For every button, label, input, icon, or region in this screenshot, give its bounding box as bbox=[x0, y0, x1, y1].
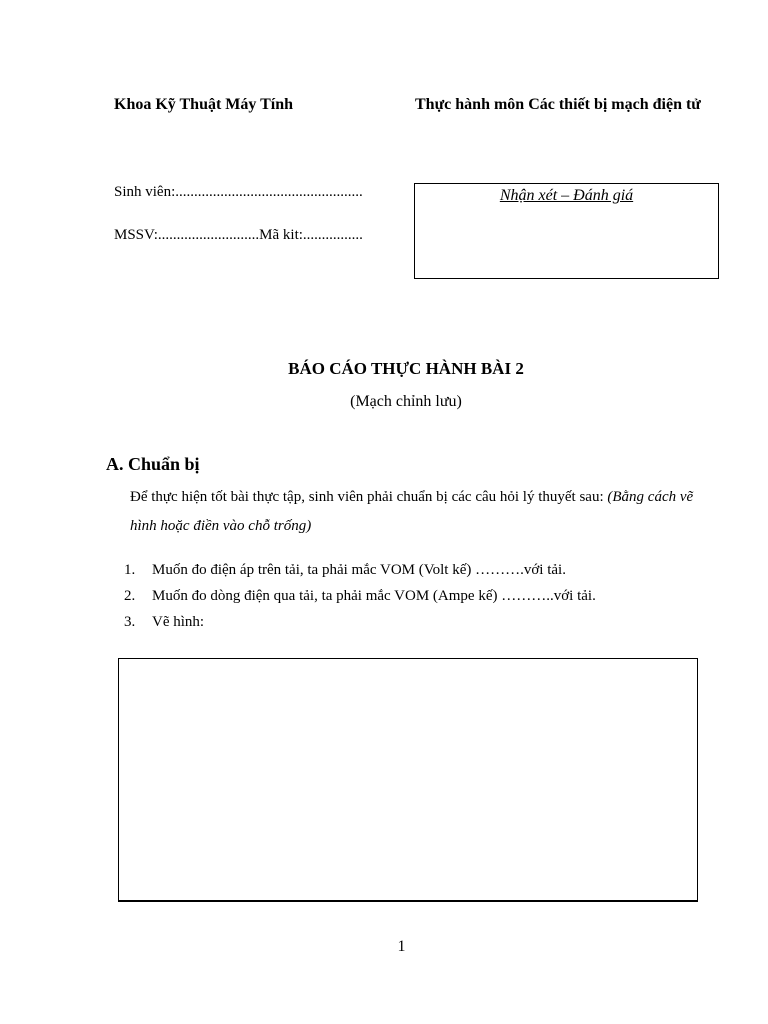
drawing-area-box bbox=[118, 658, 698, 902]
question-item bbox=[124, 609, 596, 635]
question-text: Muốn đo dòng điện qua tải, ta phải mắc VOM (Ampe kế) ………..với tải. bbox=[152, 588, 596, 604]
evaluation-box bbox=[414, 183, 719, 279]
student-name-line: Sinh viên:.................................................. bbox=[114, 184, 363, 200]
question-text: Vẽ hình: bbox=[152, 614, 205, 630]
page-number: 1 bbox=[397, 938, 406, 955]
question-text: Muốn đo điện áp trên tải, ta phải mắc VOM (Volt kế) ……….với tải. bbox=[152, 562, 566, 578]
student-id-kit-line: MSSV:...........................Mã kit:................ bbox=[114, 227, 363, 243]
question-number: 3. bbox=[124, 614, 136, 630]
section-a-intro bbox=[130, 483, 705, 541]
faculty-name: Khoa Kỹ Thuật Máy Tính bbox=[114, 96, 294, 113]
question-item bbox=[124, 583, 596, 609]
report-subtitle: (Mạch chỉnh lưu) bbox=[350, 393, 462, 410]
intro-text: Để thực hiện tốt bài thực tập, sinh viên phải chuẩn bị các câu hỏi lý thuyết sau: bbox=[130, 489, 608, 505]
question-number: 1. bbox=[124, 562, 136, 578]
evaluation-title: Nhận xét – Đánh giá bbox=[499, 187, 634, 204]
course-name: Thực hành môn Các thiết bị mạch điện tử bbox=[415, 96, 701, 113]
section-a-heading: A. Chuẩn bị bbox=[106, 454, 200, 474]
question-number: 2. bbox=[124, 588, 136, 604]
question-list bbox=[124, 557, 596, 635]
question-item bbox=[124, 557, 596, 583]
intro-hint: (Bằng cách vẽ hình hoặc điền vào chỗ trống) bbox=[130, 489, 694, 534]
report-title: BÁO CÁO THỰC HÀNH BÀI 2 bbox=[288, 359, 524, 378]
